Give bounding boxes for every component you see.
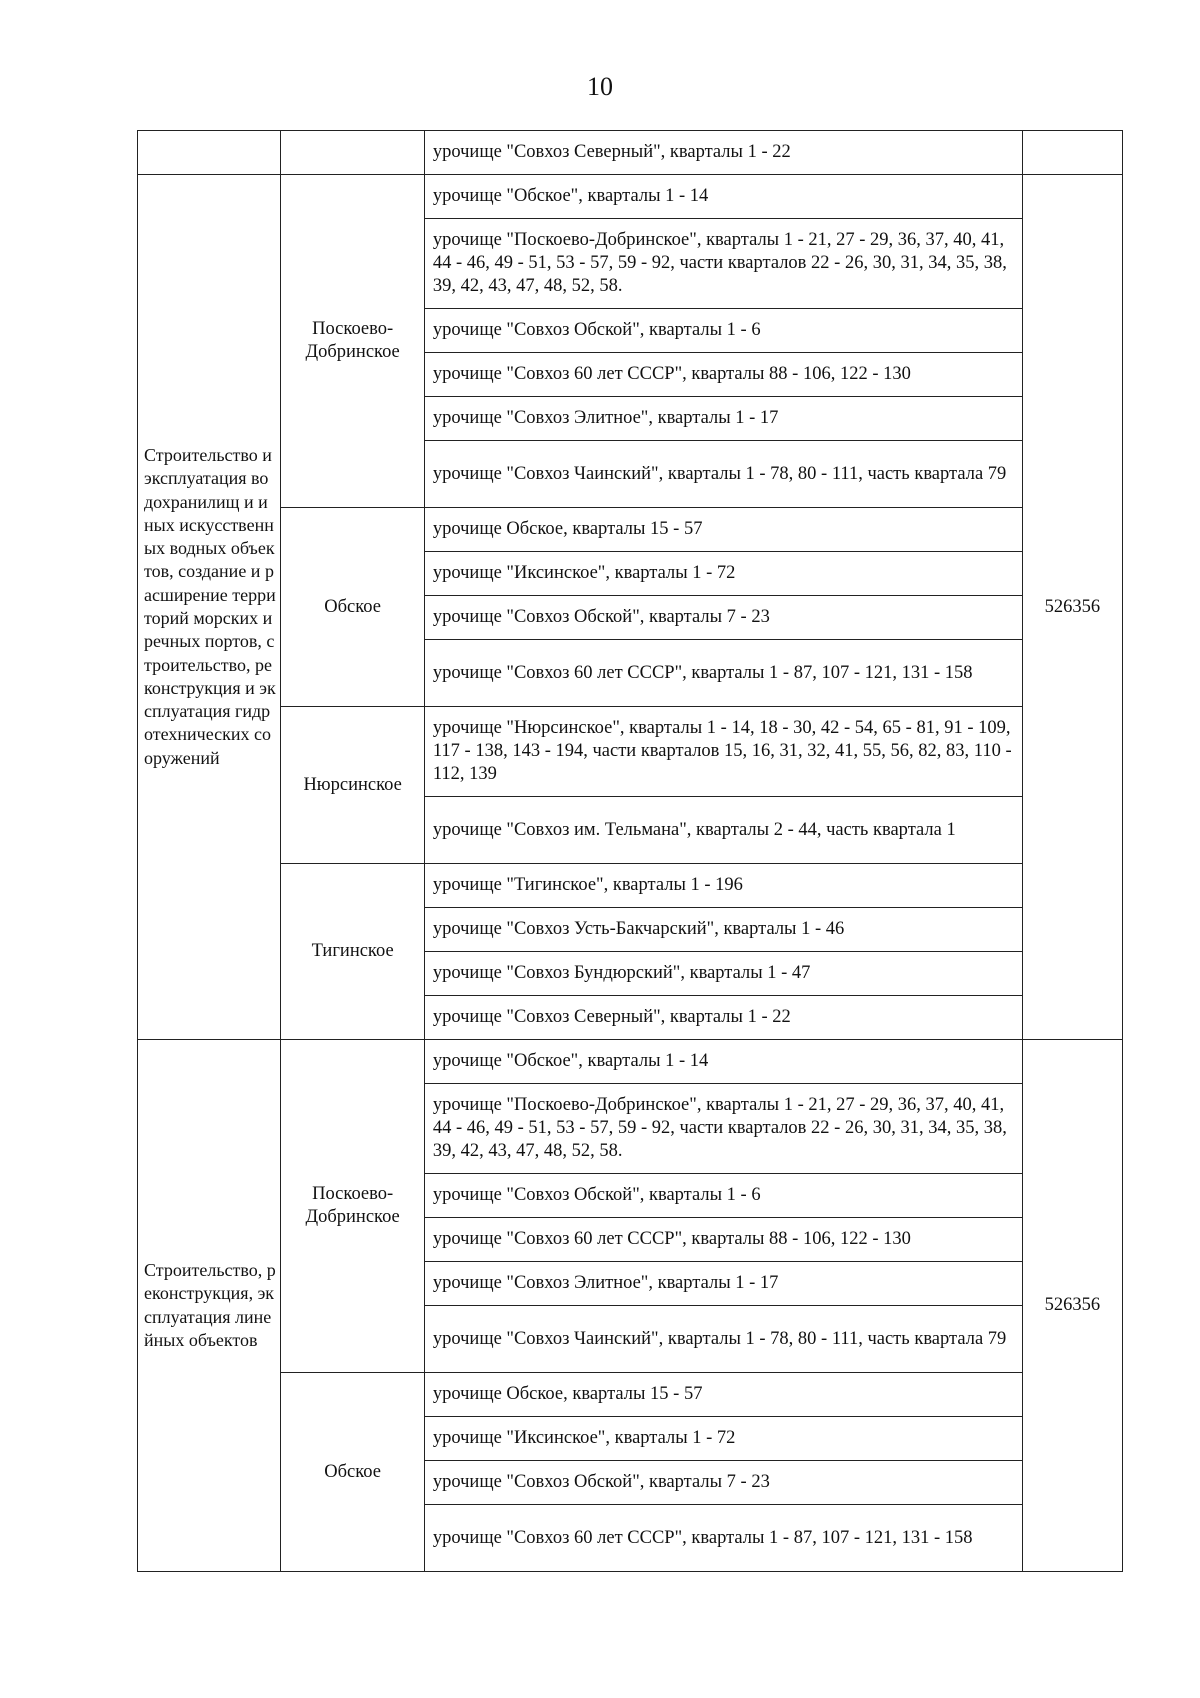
location-cell: урочище "Совхоз Обской", кварталы 1 - 6 [424, 309, 1022, 353]
table-row [138, 1040, 1123, 1084]
location-cell: урочище "Совхоз Обской", кварталы 7 - 23 [424, 596, 1022, 640]
table-row [138, 175, 1123, 219]
location-cell: урочище "Совхоз Элитное", кварталы 1 - 17 [424, 397, 1022, 441]
location-cell: урочище Обское, кварталы 15 - 57 [424, 508, 1022, 552]
table-row [138, 864, 1123, 908]
location-cell: урочище "Совхоз им. Тельмана", кварталы 2 - 44, часть квартала 1 [424, 797, 1022, 864]
location-cell: урочище "Совхоз Обской", кварталы 7 - 23 [424, 1461, 1022, 1505]
purpose-text: Строительство, реконструкция, эксплуатация линейных объектов [144, 1259, 276, 1350]
location-cell: урочище "Обское", кварталы 1 - 14 [424, 175, 1022, 219]
forestry-cell: Поскоево-Добринское [281, 1040, 424, 1373]
purpose-text: Строительство и эксплуатация водохранилищ и иных искусственных водных объектов, создание и расширение территорий морских и речных портов, строительство, реконструкция и эксплуатация гидротехнических сооружений [144, 444, 276, 768]
location-cell: урочище "Совхоз Чаинский", кварталы 1 - 78, 80 - 111, часть квартала 79 [424, 1306, 1022, 1373]
location-cell: урочище Обское, кварталы 15 - 57 [424, 1373, 1022, 1417]
forestry-cell: Тигинское [281, 864, 424, 1040]
table-row [138, 131, 1123, 175]
land-use-table [137, 130, 1123, 1572]
location-cell: урочище "Тигинское", кварталы 1 - 196 [424, 864, 1022, 908]
table-row [138, 707, 1123, 797]
location-cell: урочище "Поскоево-Добринское", кварталы 1 - 21, 27 - 29, 36, 37, 40, 41, 44 - 46, 49 - 51, 53 - 57, 59 - 92, части кварталов 22 - 26, 30, 31, 34, 35, 38, 39, 42, 43, 47, 48, 52, 58. [424, 1084, 1022, 1174]
location-cell: урочище "Совхоз Северный", кварталы 1 - 22 [424, 996, 1022, 1040]
page-number: 10 [587, 72, 613, 101]
location-cell: урочище "Совхоз Бундюрский", кварталы 1 - 47 [424, 952, 1022, 996]
location-cell: урочище "Обское", кварталы 1 - 14 [424, 1040, 1022, 1084]
location-cell: урочище "Иксинское", кварталы 1 - 72 [424, 552, 1022, 596]
purpose-cell [138, 175, 281, 1040]
location-cell: урочище "Совхоз Усть-Бакчарский", кварталы 1 - 46 [424, 908, 1022, 952]
location-cell: урочище "Иксинское", кварталы 1 - 72 [424, 1417, 1022, 1461]
purpose-cell [138, 131, 281, 175]
purpose-cell [138, 1040, 281, 1572]
location-cell: урочище "Совхоз Северный", кварталы 1 - 22 [424, 131, 1022, 175]
forestry-cell [281, 131, 424, 175]
forestry-cell: Нюрсинское [281, 707, 424, 864]
location-cell: урочище "Совхоз 60 лет СССР", кварталы 88 - 106, 122 - 130 [424, 1218, 1022, 1262]
location-cell: урочище "Поскоево-Добринское", кварталы 1 - 21, 27 - 29, 36, 37, 40, 41, 44 - 46, 49 - 51, 53 - 57, 59 - 92, части кварталов 22 - 26, 30, 31, 34, 35, 38, 39, 42, 43, 47, 48, 52, 58. [424, 219, 1022, 309]
location-cell: урочище "Совхоз Элитное", кварталы 1 - 17 [424, 1262, 1022, 1306]
area-cell: 526356 [1022, 175, 1122, 1040]
area-cell [1022, 131, 1122, 175]
location-cell: урочище "Совхоз 60 лет СССР", кварталы 1 - 87, 107 - 121, 131 - 158 [424, 1505, 1022, 1572]
location-cell: урочище "Нюрсинское", кварталы 1 - 14, 18 - 30, 42 - 54, 65 - 81, 91 - 109, 117 - 138, 143 - 194, части кварталов 15, 16, 31, 32, 41, 55, 56, 82, 83, 110 - 112, 139 [424, 707, 1022, 797]
location-cell: урочище "Совхоз Обской", кварталы 1 - 6 [424, 1174, 1022, 1218]
table-row [138, 1373, 1123, 1417]
location-cell: урочище "Совхоз 60 лет СССР", кварталы 88 - 106, 122 - 130 [424, 353, 1022, 397]
forestry-cell: Обское [281, 1373, 424, 1572]
location-cell: урочище "Совхоз 60 лет СССР", кварталы 1 - 87, 107 - 121, 131 - 158 [424, 640, 1022, 707]
location-cell: урочище "Совхоз Чаинский", кварталы 1 - 78, 80 - 111, часть квартала 79 [424, 441, 1022, 508]
table-row [138, 508, 1123, 552]
forestry-cell: Обское [281, 508, 424, 707]
forestry-cell: Поскоево-Добринское [281, 175, 424, 508]
area-cell: 526356 [1022, 1040, 1122, 1572]
